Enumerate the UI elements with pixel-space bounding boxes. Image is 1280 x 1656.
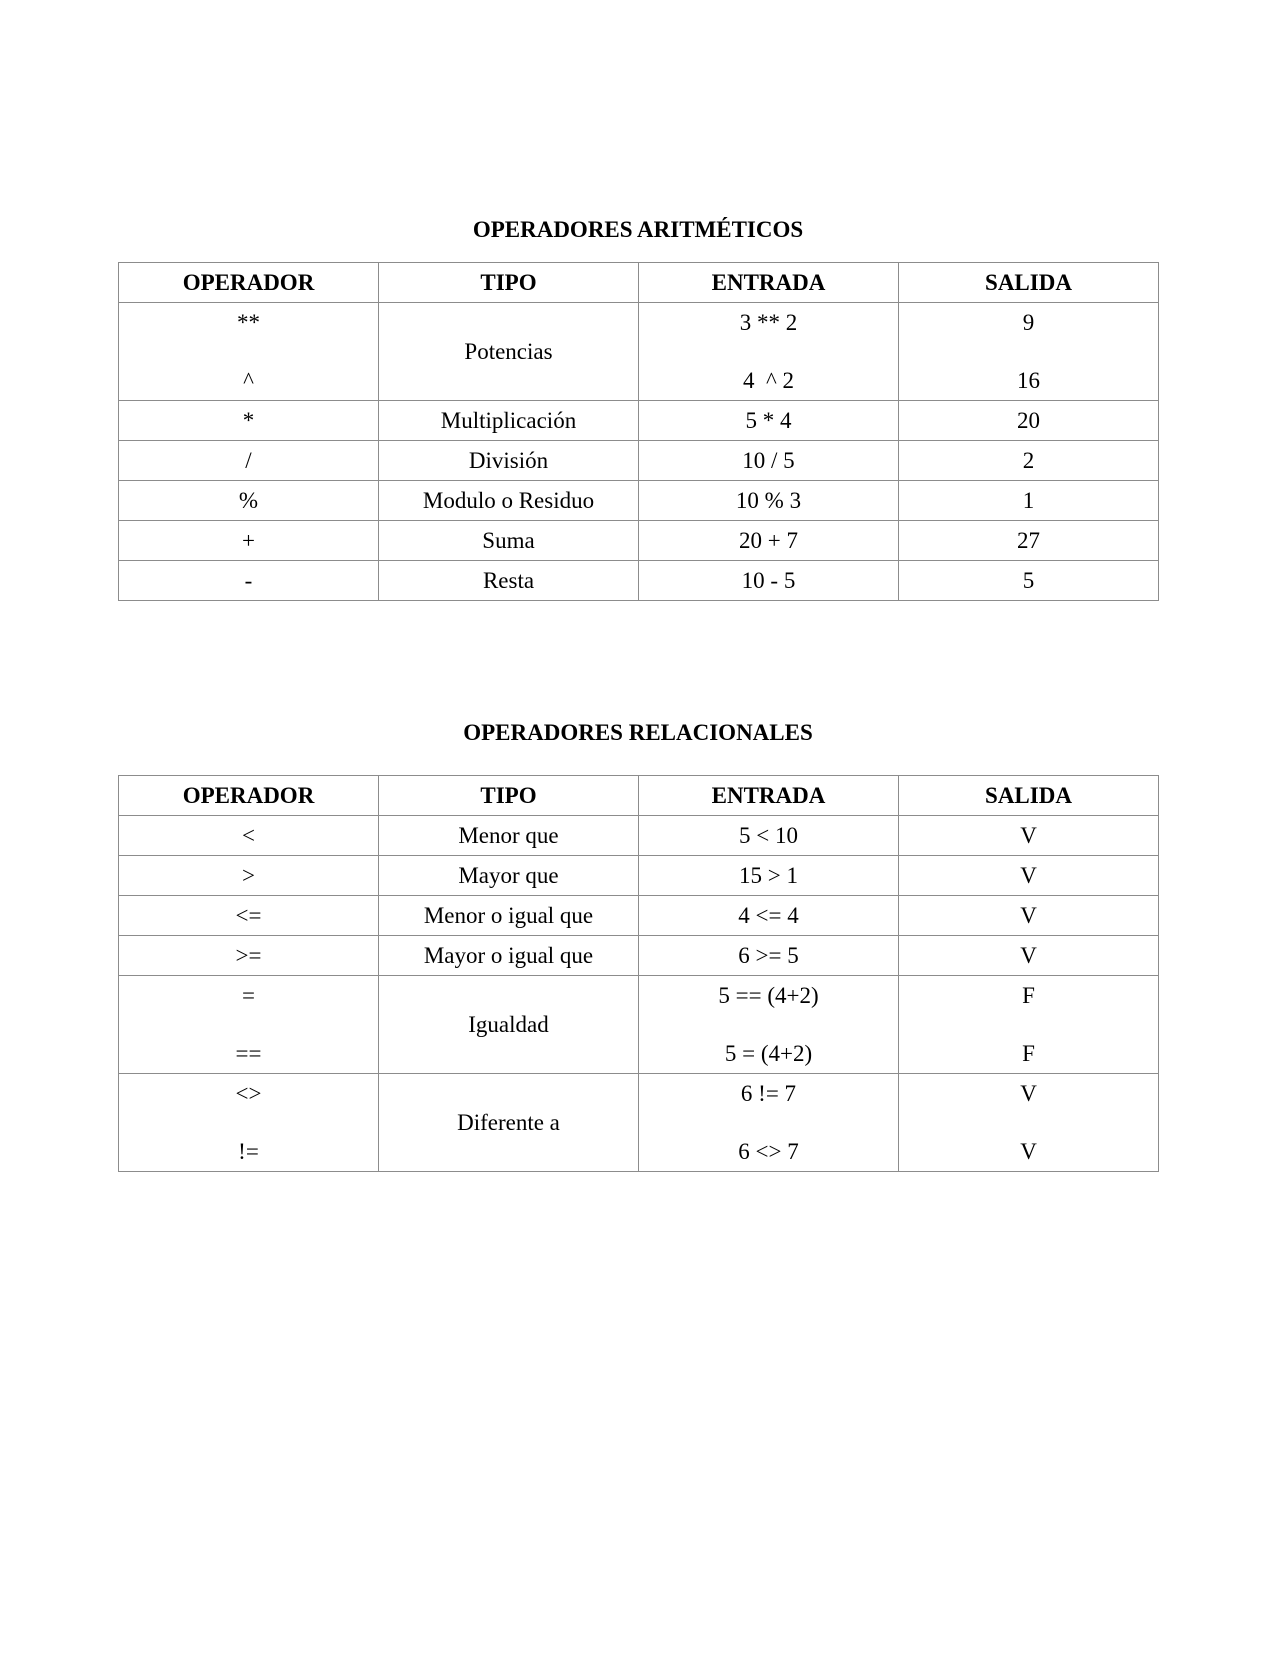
header-entrada: ENTRADA xyxy=(639,263,899,303)
cell-tipo: Resta xyxy=(379,561,639,601)
header-operador: OPERADOR xyxy=(119,263,379,303)
table-row xyxy=(119,936,1159,976)
operador-bottom: == xyxy=(235,1041,262,1066)
cell-tipo: Modulo o Residuo xyxy=(379,481,639,521)
cell-entrada: 20 + 7 xyxy=(639,521,899,561)
salida-bottom: 16 xyxy=(1017,368,1040,393)
arith-section-title: OPERADORES ARITMÉTICOS xyxy=(472,217,804,242)
table-header-row xyxy=(119,776,1159,816)
arith-operators-table xyxy=(118,262,1159,601)
cell-salida xyxy=(899,303,1159,401)
cell-tipo: Multiplicación xyxy=(379,401,639,441)
cell-tipo: División xyxy=(379,441,639,481)
rel-operators-table xyxy=(118,775,1159,1172)
cell-entrada: 15 > 1 xyxy=(639,856,899,896)
cell-tipo: Suma xyxy=(379,521,639,561)
table-row xyxy=(119,856,1159,896)
table-row-potencias xyxy=(119,303,1159,401)
cell-salida: V xyxy=(899,856,1159,896)
cell-entrada: 10 - 5 xyxy=(639,561,899,601)
rel-section-title: OPERADORES RELACIONALES xyxy=(463,720,813,745)
cell-operador: <= xyxy=(119,896,379,936)
entrada-top: 3 ** 2 xyxy=(739,310,798,335)
operador-top: = xyxy=(242,983,255,1008)
cell-salida: 20 xyxy=(899,401,1159,441)
cell-operador: / xyxy=(119,441,379,481)
cell-salida: V xyxy=(899,896,1159,936)
cell-tipo xyxy=(379,1074,639,1172)
cell-salida: 27 xyxy=(899,521,1159,561)
cell-tipo: Mayor que xyxy=(379,856,639,896)
operador-bottom: != xyxy=(238,1139,259,1164)
salida-top: 9 xyxy=(1022,310,1035,335)
cell-tipo: Menor que xyxy=(379,816,639,856)
table-row xyxy=(119,481,1159,521)
tipo-text: Diferente a xyxy=(457,1110,560,1135)
entrada-top: 6 != 7 xyxy=(740,1081,797,1106)
tipo-text: Potencias xyxy=(464,339,553,364)
cell-tipo: Menor o igual que xyxy=(379,896,639,936)
cell-operador: >= xyxy=(119,936,379,976)
cell-operador: + xyxy=(119,521,379,561)
header-salida: SALIDA xyxy=(899,263,1159,303)
cell-operador: - xyxy=(119,561,379,601)
table-row xyxy=(119,521,1159,561)
cell-tipo xyxy=(379,303,639,401)
table-row xyxy=(119,441,1159,481)
cell-entrada: 10 / 5 xyxy=(639,441,899,481)
cell-operador xyxy=(119,1074,379,1172)
salida-bottom: F xyxy=(1022,1041,1035,1066)
salida-top: F xyxy=(1022,983,1035,1008)
cell-operador xyxy=(119,303,379,401)
cell-salida: 1 xyxy=(899,481,1159,521)
table-header-row xyxy=(119,263,1159,303)
cell-entrada: 10 % 3 xyxy=(639,481,899,521)
cell-salida: V xyxy=(899,816,1159,856)
table-row-diferente xyxy=(119,1074,1159,1172)
operador-top: <> xyxy=(235,1081,262,1106)
operador-bottom: ^ xyxy=(243,368,254,393)
entrada-bottom: 4 ^ 2 xyxy=(742,368,795,393)
entrada-bottom: 5 = (4+2) xyxy=(724,1041,813,1066)
cell-entrada xyxy=(639,303,899,401)
header-tipo: TIPO xyxy=(379,776,639,816)
cell-salida xyxy=(899,976,1159,1074)
tipo-text: Igualdad xyxy=(468,1012,549,1037)
cell-tipo xyxy=(379,976,639,1074)
table-row xyxy=(119,816,1159,856)
cell-operador: * xyxy=(119,401,379,441)
table-row-igualdad xyxy=(119,976,1159,1074)
header-salida: SALIDA xyxy=(899,776,1159,816)
table-row xyxy=(119,896,1159,936)
cell-entrada: 6 >= 5 xyxy=(639,936,899,976)
entrada-bottom: 6 <> 7 xyxy=(738,1139,799,1164)
header-entrada: ENTRADA xyxy=(639,776,899,816)
cell-salida: 2 xyxy=(899,441,1159,481)
cell-operador: < xyxy=(119,816,379,856)
salida-top: V xyxy=(1020,1081,1037,1106)
cell-entrada xyxy=(639,976,899,1074)
entrada-top: 5 == (4+2) xyxy=(718,983,819,1008)
salida-bottom: V xyxy=(1020,1139,1037,1164)
cell-entrada: 5 * 4 xyxy=(639,401,899,441)
table-row xyxy=(119,401,1159,441)
header-operador: OPERADOR xyxy=(119,776,379,816)
cell-operador xyxy=(119,976,379,1074)
header-tipo: TIPO xyxy=(379,263,639,303)
operador-top: ** xyxy=(237,310,260,335)
cell-operador: > xyxy=(119,856,379,896)
cell-salida: 5 xyxy=(899,561,1159,601)
cell-operador: % xyxy=(119,481,379,521)
cell-entrada xyxy=(639,1074,899,1172)
table-row xyxy=(119,561,1159,601)
cell-salida xyxy=(899,1074,1159,1172)
cell-entrada: 5 < 10 xyxy=(639,816,899,856)
cell-entrada: 4 <= 4 xyxy=(639,896,899,936)
cell-salida: V xyxy=(899,936,1159,976)
cell-tipo: Mayor o igual que xyxy=(379,936,639,976)
